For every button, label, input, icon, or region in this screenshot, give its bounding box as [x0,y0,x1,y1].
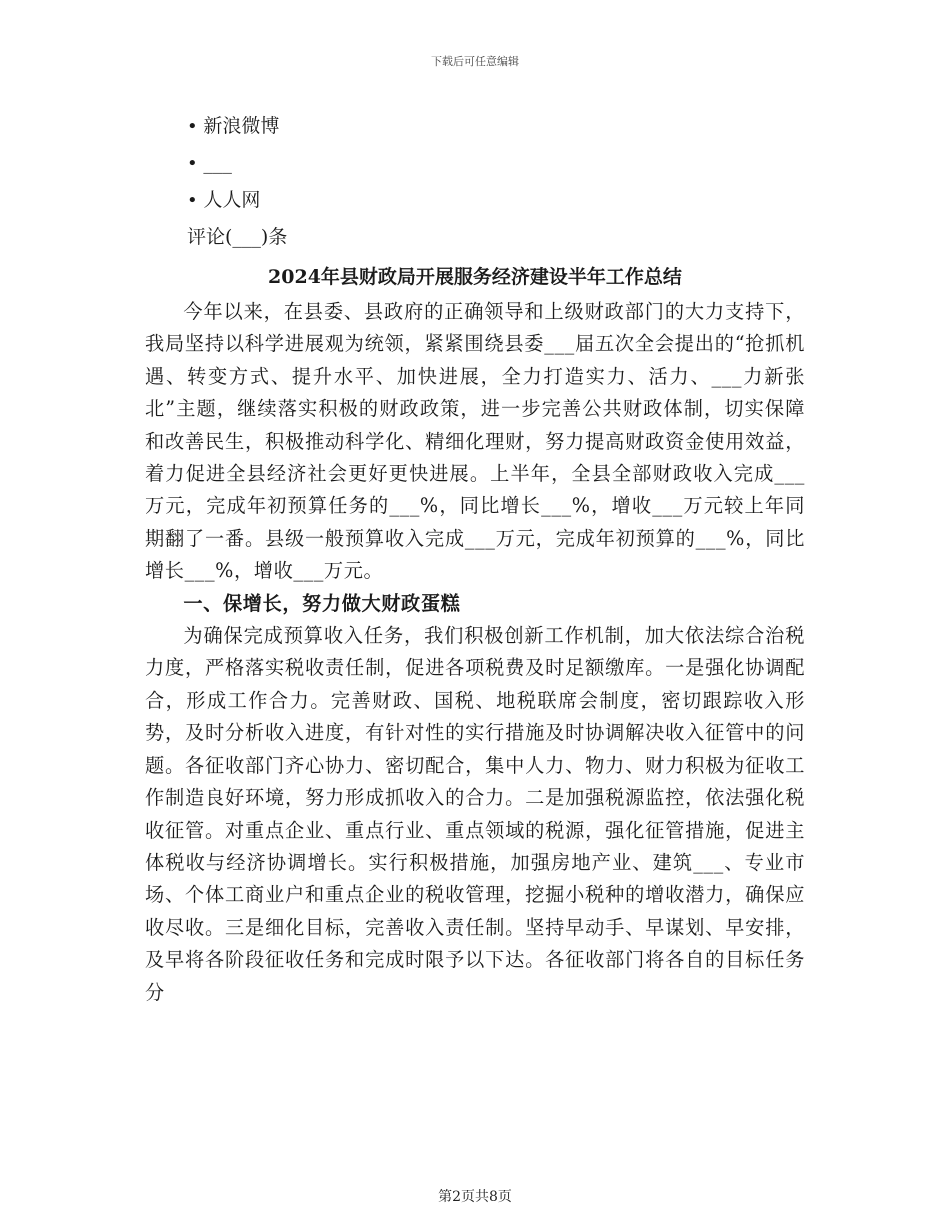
document-title: 2024年县财政局开展服务经济建设半年工作总结 [268,266,682,288]
document-body [145,108,805,1009]
section-1-heading: 一、保增长，努力做大财政蛋糕 [183,591,461,615]
page-indicator: 第2页共8页 [438,1189,512,1205]
share-item-weibo[interactable]: • 新浪微博 [187,108,805,145]
intro-paragraph: 今年以来，在县委、县政府的正确领导和上级财政部门的大力支持下，我局坚持以科学进展观为统领，紧紧围绕县委___届五次全会提出的“抢抓机遇、转变方式、提升水平、加快进展，全力打造实力、活力、___力新张北”主题，继续落实积极的财政政策，进一步完善公共财政体制，切实保障和改善民生，积极推动科学化、精细化理财，努力提高财政资金使用效益，着力促进全县经济社会更好更快进展。上半年，全县全部财政收入完成___万元，完成年初预算任务的___%，同比增长___%，增收___万元较上年同期翻了一番。县级一般预算收入完成___万元，完成年初预算的___%，同比增长___%，增收___万元。 [145,300,805,583]
share-item-renren[interactable]: • 人人网 [187,182,805,219]
section-1-paragraph: 为确保完成预算收入任务，我们积极创新工作机制，加大依法综合治税力度，严格落实税收责任制，促进各项税费及时足额缴库。一是强化协调配合，形成工作合力。完善财政、国税、地税联席会制度，密切跟踪收入形势，及时分析收入进度，有针对性的实行措施及时协调解决收入征管中的问题。各征收部门齐心协力、密切配合，集中人力、物力、财力积极为征收工作制造良好环境，努力形成抓收入的合力。二是加强税源监控，依法强化税收征管。对重点企业、重点行业、重点领域的税源，强化征管措施，促进主体税收与经济协调增长。实行积极措施，加强房地产业、建筑___、专业市场、个体工商业户和重点企业的税收管理，挖掘小税种的增收潜力，确保应收尽收。三是细化目标，完善收入责任制。坚持早动手、早谋划、早安排，及早将各阶段征收任务和完成时限予以下达。各征收部门将各自的目标任务分 [145,624,805,1004]
comment-count[interactable]: 评论(___)条 [187,226,288,248]
page-header-note: 下载后可任意编辑 [431,55,519,68]
share-list [145,108,805,219]
share-item-blank[interactable]: • ___ [187,145,805,182]
